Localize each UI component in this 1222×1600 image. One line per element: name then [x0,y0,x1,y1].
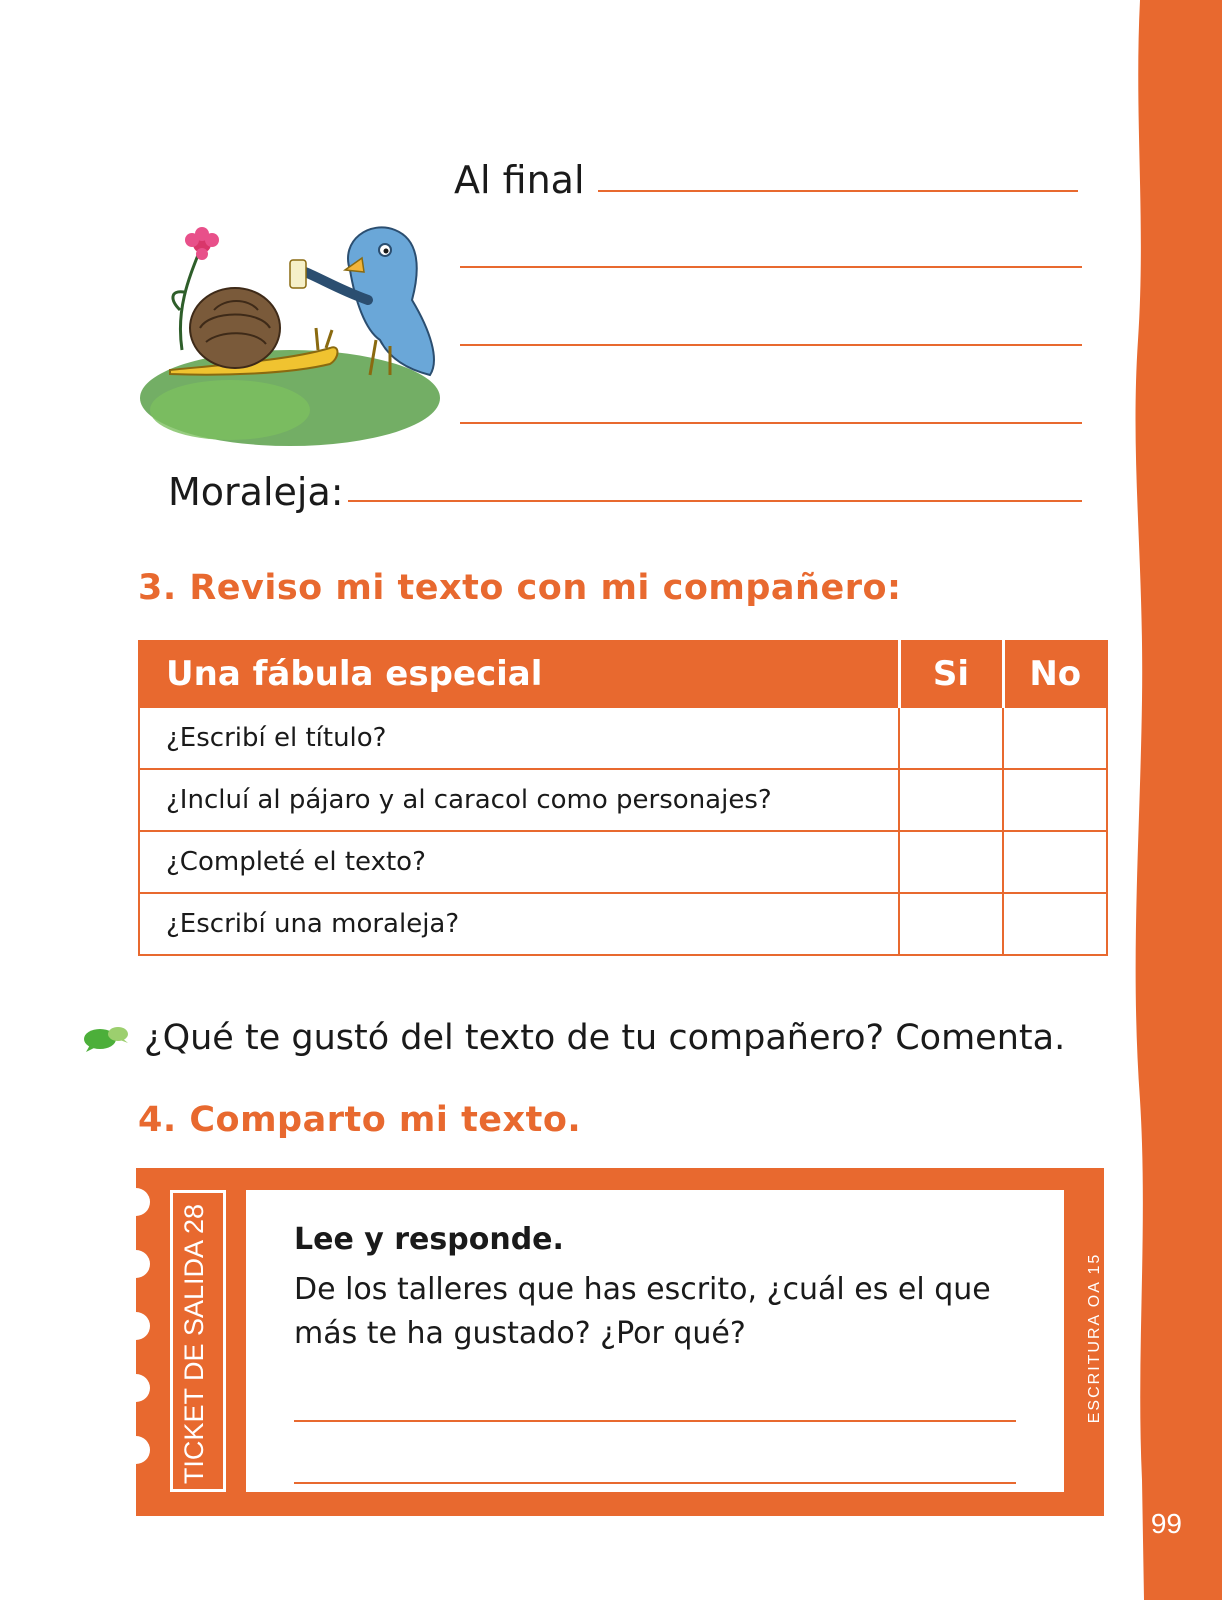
moral-label: Moraleja: [168,470,344,514]
ending-label: Al final [454,158,585,202]
answer-line[interactable] [460,422,1082,424]
ticket-notch [122,1312,150,1340]
ticket-label-box [170,1190,226,1492]
table-row [139,831,1107,893]
section-4-heading: 4. Comparto mi texto. [138,1100,582,1140]
page-number: 99 [1150,1508,1182,1539]
review-checklist-table [138,640,1108,956]
snail-and-bird-illustration [140,160,450,460]
no-checkbox[interactable] [1003,893,1107,955]
ticket-notch [122,1250,150,1278]
ticket-question-line: más te ha gustado? ¿Por qué? [294,1316,746,1351]
table-row [139,707,1107,769]
ticket-title: Lee y responde. [294,1222,564,1257]
yes-checkbox[interactable] [899,707,1003,769]
ticket-answer-line[interactable] [294,1420,1016,1422]
answer-line[interactable] [460,344,1082,346]
page-side-band [1132,0,1222,1600]
comment-text: ¿Qué te gustó del texto de tu compañero? Comenta. [144,1018,1066,1058]
table-row [139,769,1107,831]
comment-prompt [82,1018,1065,1058]
table-header-row [139,641,1107,707]
no-checkbox[interactable] [1003,831,1107,893]
checklist-question: ¿Incluí al pájaro y al caracol como personajes? [139,769,899,831]
ticket-answer-line[interactable] [294,1482,1016,1484]
checklist-question: ¿Escribí el título? [139,707,899,769]
exit-ticket [136,1168,1104,1516]
ticket-question-line: De los talleres que has escrito, ¿cuál es el que [294,1272,991,1307]
speech-bubbles-icon [82,1023,130,1053]
table-header-no: No [1003,641,1107,707]
checklist-question: ¿Completé el texto? [139,831,899,893]
yes-checkbox[interactable] [899,831,1003,893]
table-header-yes: Si [899,641,1003,707]
answer-line[interactable] [598,190,1078,192]
ticket-content [246,1190,1064,1492]
checklist-question: ¿Escribí una moraleja? [139,893,899,955]
ticket-side-tag: ESCRITURA OA 15 [1086,1252,1103,1424]
section-3-heading: 3. Reviso mi texto con mi compañero: [138,568,902,608]
ticket-notch [122,1188,150,1216]
moral-answer-line[interactable] [348,500,1082,502]
ticket-notch [122,1436,150,1464]
ticket-label: TICKET DE SALIDA 28 [179,1203,209,1485]
ticket-notch [122,1374,150,1402]
table-row [139,893,1107,955]
yes-checkbox[interactable] [899,893,1003,955]
no-checkbox[interactable] [1003,707,1107,769]
yes-checkbox[interactable] [899,769,1003,831]
answer-line[interactable] [460,266,1082,268]
ticket-question [294,1268,994,1356]
no-checkbox[interactable] [1003,769,1107,831]
table-header-title: Una fábula especial [139,641,899,707]
